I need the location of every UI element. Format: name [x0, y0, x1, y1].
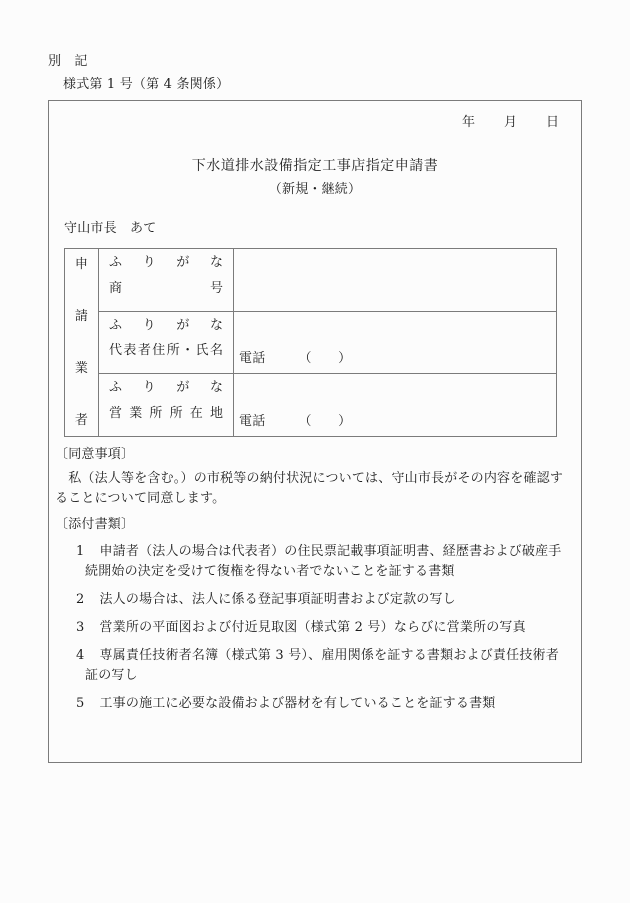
attachment-item-text: 申請者（法人の場合は代表者）の住民票記載事項証明書、経歴書および破産手続開始の決定を受けて復権を得ない者でないことを証する書類: [85, 544, 562, 579]
attachment-item: [55, 646, 572, 686]
representative-label: 代表者住所・氏名: [109, 343, 223, 359]
consent-heading: 〔同意事項〕: [55, 447, 135, 462]
office-location-label: 営業所所在地: [109, 406, 223, 422]
trade-name-value-cell: [234, 249, 556, 311]
applicant-side-label: [65, 249, 99, 436]
side-label-char: 業: [74, 361, 89, 376]
applicant-table: [64, 248, 557, 437]
document-title: 下水道排水設備指定工事店指定申請書: [191, 158, 439, 174]
attachment-item: [55, 542, 572, 582]
representative-value-cell: [234, 312, 556, 374]
table-row-office-location: [99, 373, 556, 436]
attachment-item-text: 専属責任技術者名簿（様式第 3 号）、雇用関係を証する書類および責任技術者証の写し: [85, 648, 559, 683]
attachment-list: [55, 542, 572, 714]
date-placeholder: 年 月 日: [461, 115, 560, 130]
side-label-char: 者: [74, 413, 89, 428]
attachment-item-number: 5: [76, 696, 85, 711]
attachment-item-text: 工事の施工に必要な設備および器材を有していることを証する書類: [99, 696, 496, 711]
furigana-label: ふ り が な: [109, 255, 223, 270]
attachment-item-number: 1: [76, 544, 85, 559]
text-sections: [55, 445, 572, 722]
document-subtitle: （新規・継続）: [268, 182, 362, 197]
side-label-char: 申: [74, 257, 89, 272]
attachments-heading: 〔添付書類〕: [55, 517, 135, 532]
attachment-item: [55, 694, 572, 714]
representative-phone: 電話 （ ）: [239, 351, 352, 367]
furigana-label: ふ り が な: [109, 380, 223, 396]
representative-label-cell: [99, 312, 234, 374]
office-location-value-cell: [234, 374, 556, 436]
attachment-item-text: 営業所の平面図および付近見取図（様式第 2 号）ならびに営業所の写真: [99, 620, 526, 635]
trade-name-label-cell: [99, 249, 234, 311]
office-location-phone: 電話 （ ）: [239, 414, 352, 430]
attachment-item: [55, 618, 572, 638]
attachment-item-number: 3: [76, 620, 85, 635]
form-number: 様式第 1 号（第 4 条関係）: [63, 77, 230, 92]
attachment-item-text: 法人の場合は、法人に係る登記事項証明書および定款の写し: [99, 592, 456, 607]
office-location-label-cell: [99, 374, 234, 436]
table-row-trade-name: [99, 249, 556, 311]
attachment-item: [55, 590, 572, 610]
attachment-item-number: 4: [76, 648, 85, 663]
attachment-item-number: 2: [76, 592, 85, 607]
marginal-note: 別 記: [48, 54, 88, 69]
form-sheet: [48, 100, 582, 763]
addressee-line: 守山市長 あて: [64, 221, 157, 236]
applicant-rows: [99, 249, 556, 436]
trade-name-label: 商 号: [109, 280, 223, 296]
consent-body: 私（法人等を含む。）の市税等の納付状況については、守山市長がその内容を確認することについて同意します。: [55, 471, 564, 506]
side-label-char: 請: [74, 309, 89, 324]
table-row-representative: [99, 311, 556, 374]
furigana-label: ふ り が な: [109, 317, 223, 333]
